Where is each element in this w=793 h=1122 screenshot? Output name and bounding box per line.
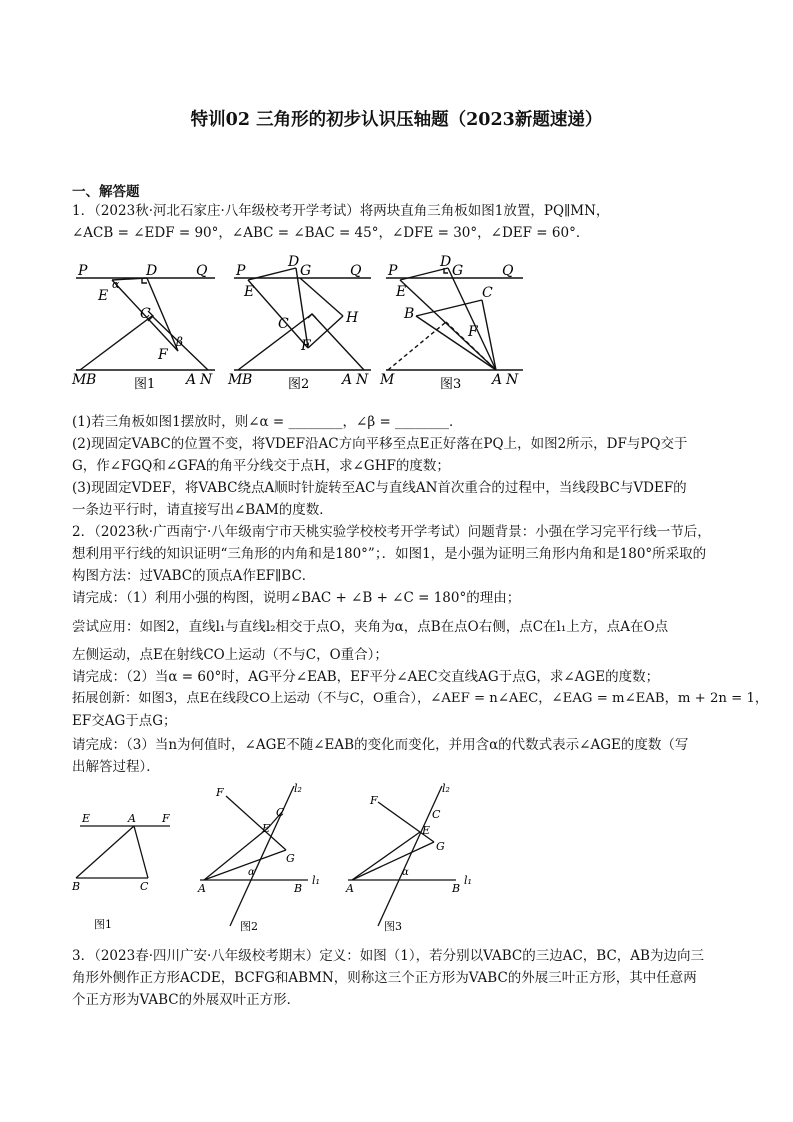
label-C: C — [140, 880, 149, 893]
label-G: G — [436, 840, 445, 853]
label-G: G — [300, 263, 312, 279]
problem-line: 个正方形为VABC的外展双叶正方形． — [72, 992, 301, 1008]
label-P: P — [388, 263, 398, 279]
problem-line: 角形外侧作正方形ACDE，BCFG和ABMN，则称这三个正方形为VABC的外展三叶正方形，其中任意两 — [72, 970, 697, 986]
problem-line: 2．（2023秋·广西南宁·八年级南宁市天桃实验学校校考开学考试）问题背景：小强在学习完平行线一节后， — [72, 524, 711, 540]
label-D: D — [146, 263, 158, 279]
label-M: M — [228, 372, 243, 388]
label-M: M — [380, 372, 395, 388]
problem-line: 左侧运动，点E在射线CO上运动（不与C，O重合）； — [72, 647, 388, 663]
figure-caption: 图3 — [384, 920, 402, 933]
figure-1-2 — [226, 250, 376, 390]
label-P: P — [236, 263, 246, 279]
label-C: C — [278, 316, 289, 332]
problem-line: 请完成：（1）利用小强的构图，说明∠BAC + ∠B + ∠C = 180°的理由； — [72, 590, 521, 606]
problem-line: (2)现固定VABC的位置不变，将VDEF沿AC方向平移至点E正好落在PQ上，如图2所示，DF与PQ交于 — [72, 436, 688, 452]
label-A: A — [186, 372, 197, 388]
label-F: F — [158, 347, 168, 363]
label-G: G — [452, 263, 464, 279]
label-G: G — [286, 852, 295, 865]
label-A: A — [492, 372, 503, 388]
label-E: E — [262, 822, 271, 835]
label-H: H — [346, 310, 359, 326]
label-Q: Q — [350, 263, 362, 279]
label-l2: l₂ — [294, 782, 302, 795]
problem-line: 想利用平行线的知识证明“三角形的内角和是180°”；．如图1，是小强为证明三角形内角和是180°所采取的 — [72, 546, 707, 562]
label-F: F — [162, 812, 170, 825]
label-E: E — [244, 284, 255, 300]
label-A: A — [198, 882, 206, 895]
label-F: F — [370, 794, 378, 807]
figure-1-1 — [70, 258, 220, 390]
label-Q: Q — [502, 263, 514, 279]
label-C: C — [140, 306, 151, 322]
problem-line: 一条边平行时，请直接写出∠BAM的度数． — [72, 502, 333, 518]
label-alpha: α — [112, 278, 120, 291]
label-alpha: α — [402, 867, 409, 878]
figure-2-2 — [196, 780, 336, 936]
problem-line: 请完成：（2）当α = 60°时，AG平分∠EAB，EF平分∠AEC交直线AG于点G，求∠AGE的度数； — [72, 669, 660, 685]
label-C: C — [432, 808, 441, 821]
problem-line: 出解答过程）． — [72, 759, 160, 775]
label-F: F — [301, 338, 311, 354]
figure-caption: 图3 — [440, 377, 462, 390]
label-B: B — [452, 882, 461, 895]
label-l1: l₁ — [312, 874, 320, 887]
label-beta: β — [176, 335, 183, 349]
page-title: 特训02 三角形的初步认识压轴题（2023新题速递） — [190, 110, 603, 130]
label-F: F — [468, 324, 478, 340]
label-N: N — [506, 372, 519, 388]
label-B: B — [242, 372, 253, 388]
label-l2: l₂ — [442, 782, 450, 795]
problem-line: (1)若三角板如图1摆放时，则∠α = ________，∠β = ________． — [72, 414, 463, 430]
problem-line: 拓展创新：如图3，点E在线段CO上运动（不与C，O重合），∠AEF = n∠AEC，∠EAG = m∠EAB，m + 2n = 1， — [72, 691, 769, 706]
label-A: A — [346, 882, 354, 895]
problem-line: 3．（2023春·四川广安·八年级校考期末）定义：如图（1），若分别以VABC的三边AC，BC，AB为边向三 — [72, 948, 704, 964]
problem-line: G，作∠FGQ和∠GFA的角平分线交于点H，求∠GHF的度数； — [72, 458, 450, 474]
label-B: B — [86, 372, 97, 388]
label-B: B — [404, 306, 415, 322]
label-C: C — [276, 806, 285, 819]
figure-caption: 图1 — [94, 918, 112, 931]
label-D: D — [288, 254, 300, 270]
label-E: E — [396, 284, 407, 300]
figure-2-3 — [344, 780, 484, 936]
label-E: E — [422, 824, 431, 837]
label-N: N — [356, 372, 369, 388]
problem-line: 1．（2023秋·河北石家庄·八年级校考开学考试）将两块直角三角板如图1放置，PQ∥MN， — [72, 203, 610, 219]
label-P: P — [78, 263, 88, 279]
label-E: E — [98, 288, 109, 304]
problem-line: (3)现固定VDEF，将VABC绕点A顺时针旋转至AC与直线AN首次重合的过程中，当线段BC与VDEF的 — [72, 480, 687, 496]
label-l1: l₁ — [464, 874, 472, 887]
section-heading: 一、解答题 — [72, 184, 140, 200]
label-F: F — [216, 786, 224, 799]
problem-line: 构图方法：过VABC的顶点A作EF∥BC． — [72, 568, 316, 584]
label-M: M — [72, 372, 87, 388]
label-A: A — [128, 812, 136, 825]
problem-line: 请完成：（3）当n为何值时，∠AGE不随∠EAB的变化而变化，并用含α的代数式表示∠AGE的度数（写 — [72, 737, 689, 753]
figure-caption: 图2 — [288, 377, 310, 390]
label-B: B — [294, 882, 303, 895]
label-D: D — [440, 254, 452, 270]
problem-line: EF交AG于点G； — [72, 713, 177, 729]
label-Q: Q — [196, 263, 208, 279]
label-B: B — [72, 880, 81, 893]
problem-line: ∠ACB = ∠EDF = 90°，∠ABC = ∠BAC = 45°，∠DFE = 30°，∠DEF = 60°． — [72, 225, 590, 241]
problem-line: 尝试应用：如图2，直线l₁与直线l₂相交于点O，夹角为α，点B在点O右侧，点C在l₁上方，点A在O点 — [72, 619, 669, 635]
figure-1-3 — [378, 250, 528, 390]
figure-2-1 — [70, 806, 180, 936]
label-alpha: α — [248, 867, 255, 878]
figure-caption: 图1 — [134, 377, 156, 390]
label-A: A — [342, 372, 353, 388]
figure-caption: 图2 — [240, 920, 258, 933]
label-E: E — [82, 812, 91, 825]
label-C: C — [482, 285, 493, 301]
label-N: N — [200, 372, 213, 388]
